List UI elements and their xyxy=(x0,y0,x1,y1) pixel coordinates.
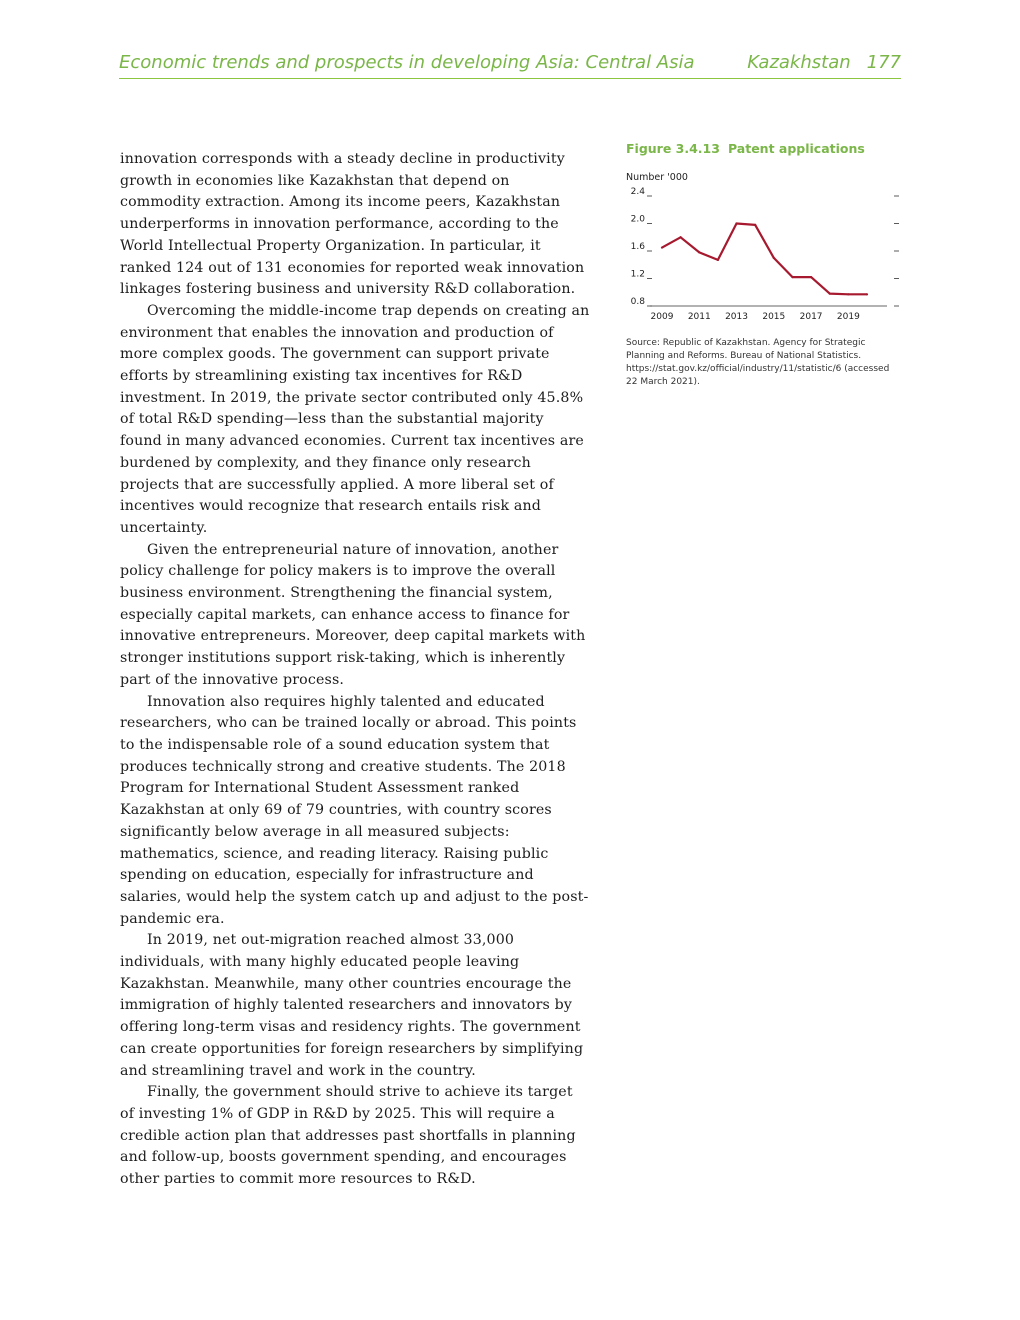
x-tick-label: 2017 xyxy=(799,312,823,322)
body-column xyxy=(120,149,590,1191)
data-point xyxy=(866,293,868,295)
data-point xyxy=(661,246,663,248)
x-tick-label: 2011 xyxy=(687,312,711,322)
data-point xyxy=(680,236,682,238)
paragraph-6: Finally, the government should strive to achieve its target of investing 1% of GDP in R&D by 2025. This will require a credible action plan that addresses past shortfalls in planning and follow-up, boosts government spending, and encourages other parties to commit more resources to R&D. xyxy=(120,1084,576,1188)
header-right xyxy=(747,52,901,73)
page-number: 177 xyxy=(866,52,901,73)
data-point xyxy=(773,257,775,259)
series-line-patent-applications xyxy=(662,224,867,295)
running-title: Economic trends and prospects in developing Asia: Central Asia xyxy=(119,52,695,73)
y-tick-label: 0.8 xyxy=(630,297,645,307)
y-axis-unit-label: Number '000 xyxy=(626,172,688,183)
data-point xyxy=(829,293,831,295)
y-tick-label: 1.2 xyxy=(630,269,645,280)
section-name: Kazakhstan xyxy=(747,52,851,73)
paragraph-1: innovation corresponds with a steady decline in productivity growth in economies like Kazakhstan that depend on commodity extraction. Among its income peers, Kazakhstan underperforms in innovation performance, according to the World Intellectual Property Organization. In particular, it ranked 124 out of 131 economies for reported weak innovation linkages fostering business and university R&D collaboration. xyxy=(120,151,585,298)
y-tick-label: 1.6 xyxy=(630,242,645,252)
x-tick-label: 2009 xyxy=(650,312,674,322)
figure-caption: Patent applications xyxy=(727,141,865,156)
running-header xyxy=(119,50,901,79)
y-tick-label: 2.4 xyxy=(630,187,645,197)
line-chart xyxy=(626,187,902,327)
x-tick-label: 2015 xyxy=(762,312,786,322)
data-point xyxy=(717,259,719,261)
figure-patent-applications xyxy=(626,141,902,387)
x-tick-label: 2013 xyxy=(725,312,748,322)
figure-title xyxy=(626,141,902,156)
figure-label: Figure 3.4.13 xyxy=(626,141,720,156)
paragraph-3: Given the entrepreneurial nature of innovation, another policy challenge for policy makers is to improve the overall business environment. Strengthening the financial system, especially capital markets, can enhance access to finance for innovative entrepreneurs. Moreover, deep capital markets with stronger institutions support risk-taking, which is inherently part of the innovative process. xyxy=(120,541,586,688)
data-point xyxy=(698,251,700,253)
data-point xyxy=(735,222,737,224)
figure-source: Source: Republic of Kazakhstan. Agency for Strategic Planning and Reforms. Bureau of National Statistics. https://stat.gov.kz/official/industry/11/statistic/6 (accessed 22 March 2021). xyxy=(626,338,890,387)
data-point xyxy=(810,276,812,278)
data-point xyxy=(791,276,793,278)
x-tick-label: 2019 xyxy=(836,312,860,322)
data-point xyxy=(754,224,756,226)
paragraph-5: In 2019, net out-migration reached almost 33,000 individuals, with many highly educated people leaving Kazakhstan. Meanwhile, many other countries encourage the immigration of highly talented researchers and innovators by offering long-term visas and residency rights. The government can create opportunities for foreign researchers by simplifying and streamlining travel and work in the country. xyxy=(120,932,584,1079)
data-point xyxy=(847,293,849,295)
paragraph-4: Innovation also requires highly talented and educated researchers, who can be trained locally or abroad. This points to the indispensable role of a sound education system that produces technically strong and creative students. The 2018 Program for International Student Assessment ranked Kazakhstan at only 69 of 79 countries, with country scores significantly below average in all measured subjects: mathematics, science, and reading literacy. Raising public spending on education, especially for infrastructure and salaries, would help the system catch up and adjust to the post-pandemic era. xyxy=(120,693,589,927)
y-tick-label: 2.0 xyxy=(630,214,645,225)
paragraph-2: Overcoming the middle-income trap depends on creating an environment that enables the innovation and production of more complex goods. The government can support private efforts by streamlining existing tax incentives for R&D investment. In 2019, the private sector contributed only 45.8% of total R&D spending—less than the substantial majority found in many advanced economies. Current tax incentives are burdened by complexity, and they finance only research projects that are successfully applied. A more liberal set of incentives would recognize that research entails risk and uncertainty. xyxy=(120,302,590,536)
